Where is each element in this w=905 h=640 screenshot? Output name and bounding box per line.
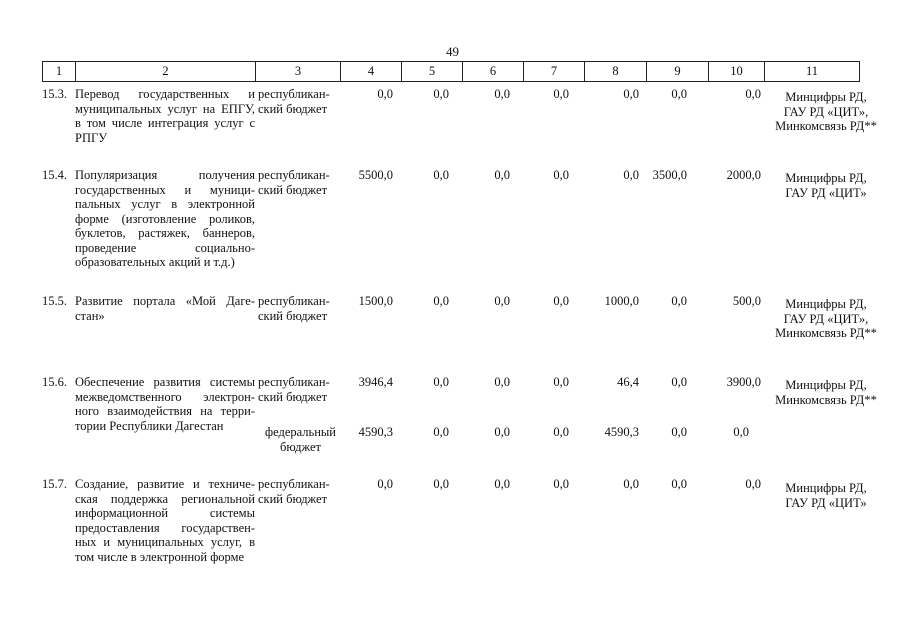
value-col5: 0,0 — [433, 477, 449, 491]
executor: Минцифры РД, ГАУ РД «ЦИТ», Минкомсвязь РД** — [775, 297, 877, 340]
value-col9: 0,0 — [671, 87, 687, 101]
column-header-9: 9 — [647, 62, 709, 82]
value-col10: 3900,0 — [726, 375, 761, 389]
funding-source: республикан-ский бюджет — [258, 168, 330, 197]
column-header-2: 2 — [76, 62, 256, 82]
row-number: 15.3. — [42, 87, 67, 101]
value-total: 5500,0 — [358, 168, 393, 182]
measure-name: Популяризация получения государственных и муници-пальных услуг в электронной форме (изготовление роликов, буклетов, растяжек, баннеров, проведение социально-образовательных акций и т.д.) — [75, 168, 255, 269]
value-col6: 0,0 — [494, 375, 510, 389]
value-col9: 0,0 — [671, 477, 687, 491]
column-header-1: 1 — [43, 62, 76, 82]
funding-source: республикан-ский бюджет — [258, 375, 330, 404]
measure-name: Перевод государственных и муниципальных услуг на ЕПГУ, в том числе интеграция услуг с РПГУ — [75, 87, 255, 145]
value-col7: 0,0 — [553, 168, 569, 182]
value-col10: 0,0 — [745, 477, 761, 491]
funding-source: федеральный бюджет — [264, 425, 336, 454]
column-header-10: 10 — [709, 62, 765, 82]
value-col9: 0,0 — [671, 294, 687, 308]
value-col5: 0,0 — [433, 87, 449, 101]
value-total: 0,0 — [377, 87, 393, 101]
row-number: 15.4. — [42, 168, 67, 182]
funding-source: республикан-ский бюджет — [258, 294, 330, 323]
executor: Минцифры РД, Минкомсвязь РД** — [775, 378, 877, 407]
value-col8: 0,0 — [623, 477, 639, 491]
measure-name: Развитие портала «Мой Даге-стан» — [75, 294, 255, 323]
column-header-8: 8 — [585, 62, 647, 82]
value-col6: 0,0 — [494, 425, 510, 439]
value-total: 0,0 — [377, 477, 393, 491]
value-col8: 0,0 — [623, 168, 639, 182]
value-col8: 4590,3 — [604, 425, 639, 439]
value-total: 4590,3 — [358, 425, 393, 439]
column-header-6: 6 — [463, 62, 524, 82]
executor: Минцифры РД, ГАУ РД «ЦИТ» — [785, 481, 867, 510]
row-number: 15.7. — [42, 477, 67, 491]
value-col7: 0,0 — [553, 294, 569, 308]
value-col8: 1000,0 — [604, 294, 639, 308]
value-col5: 0,0 — [433, 168, 449, 182]
value-col9: 0,0 — [671, 375, 687, 389]
value-col7: 0,0 — [553, 87, 569, 101]
value-col7: 0,0 — [553, 477, 569, 491]
column-header-3: 3 — [256, 62, 341, 82]
value-col6: 0,0 — [494, 87, 510, 101]
value-col8: 0,0 — [623, 87, 639, 101]
column-header-11: 11 — [765, 62, 860, 82]
value-col6: 0,0 — [494, 477, 510, 491]
value-col10: 500,0 — [732, 294, 761, 308]
row-number: 15.6. — [42, 375, 67, 389]
column-header-4: 4 — [341, 62, 402, 82]
value-col5: 0,0 — [433, 375, 449, 389]
value-col7: 0,0 — [553, 425, 569, 439]
value-col7: 0,0 — [553, 375, 569, 389]
page-number: 49 — [446, 44, 459, 59]
measure-name: Обеспечение развития системы межведомственного электрон-ного взаимодействия на терри-тории Республики Дагестан — [75, 375, 255, 433]
value-col6: 0,0 — [494, 294, 510, 308]
value-col6: 0,0 — [494, 168, 510, 182]
value-col10: 2000,0 — [726, 168, 761, 182]
executor: Минцифры РД, ГАУ РД «ЦИТ», Минкомсвязь РД** — [775, 90, 877, 133]
funding-source: республикан-ский бюджет — [258, 477, 330, 506]
value-col8: 46,4 — [617, 375, 639, 389]
value-col9: 0,0 — [671, 425, 687, 439]
measure-name: Создание, развитие и техниче-ская поддержка региональной информационной системы предоставления государствен-ных и муниципальных услуг, в том числе в электронной форме — [75, 477, 255, 564]
value-total: 1500,0 — [358, 294, 393, 308]
row-number: 15.5. — [42, 294, 67, 308]
column-header-5: 5 — [402, 62, 463, 82]
value-col5: 0,0 — [433, 425, 449, 439]
value-col5: 0,0 — [433, 294, 449, 308]
value-col10: 0,0 — [733, 425, 749, 439]
executor: Минцифры РД, ГАУ РД «ЦИТ» — [785, 171, 867, 200]
funding-source: республикан-ский бюджет — [258, 87, 330, 116]
column-header-7: 7 — [524, 62, 585, 82]
value-col10: 0,0 — [745, 87, 761, 101]
value-total: 3946,4 — [358, 375, 393, 389]
value-col9: 3500,0 — [652, 168, 687, 182]
table-header — [42, 61, 860, 82]
